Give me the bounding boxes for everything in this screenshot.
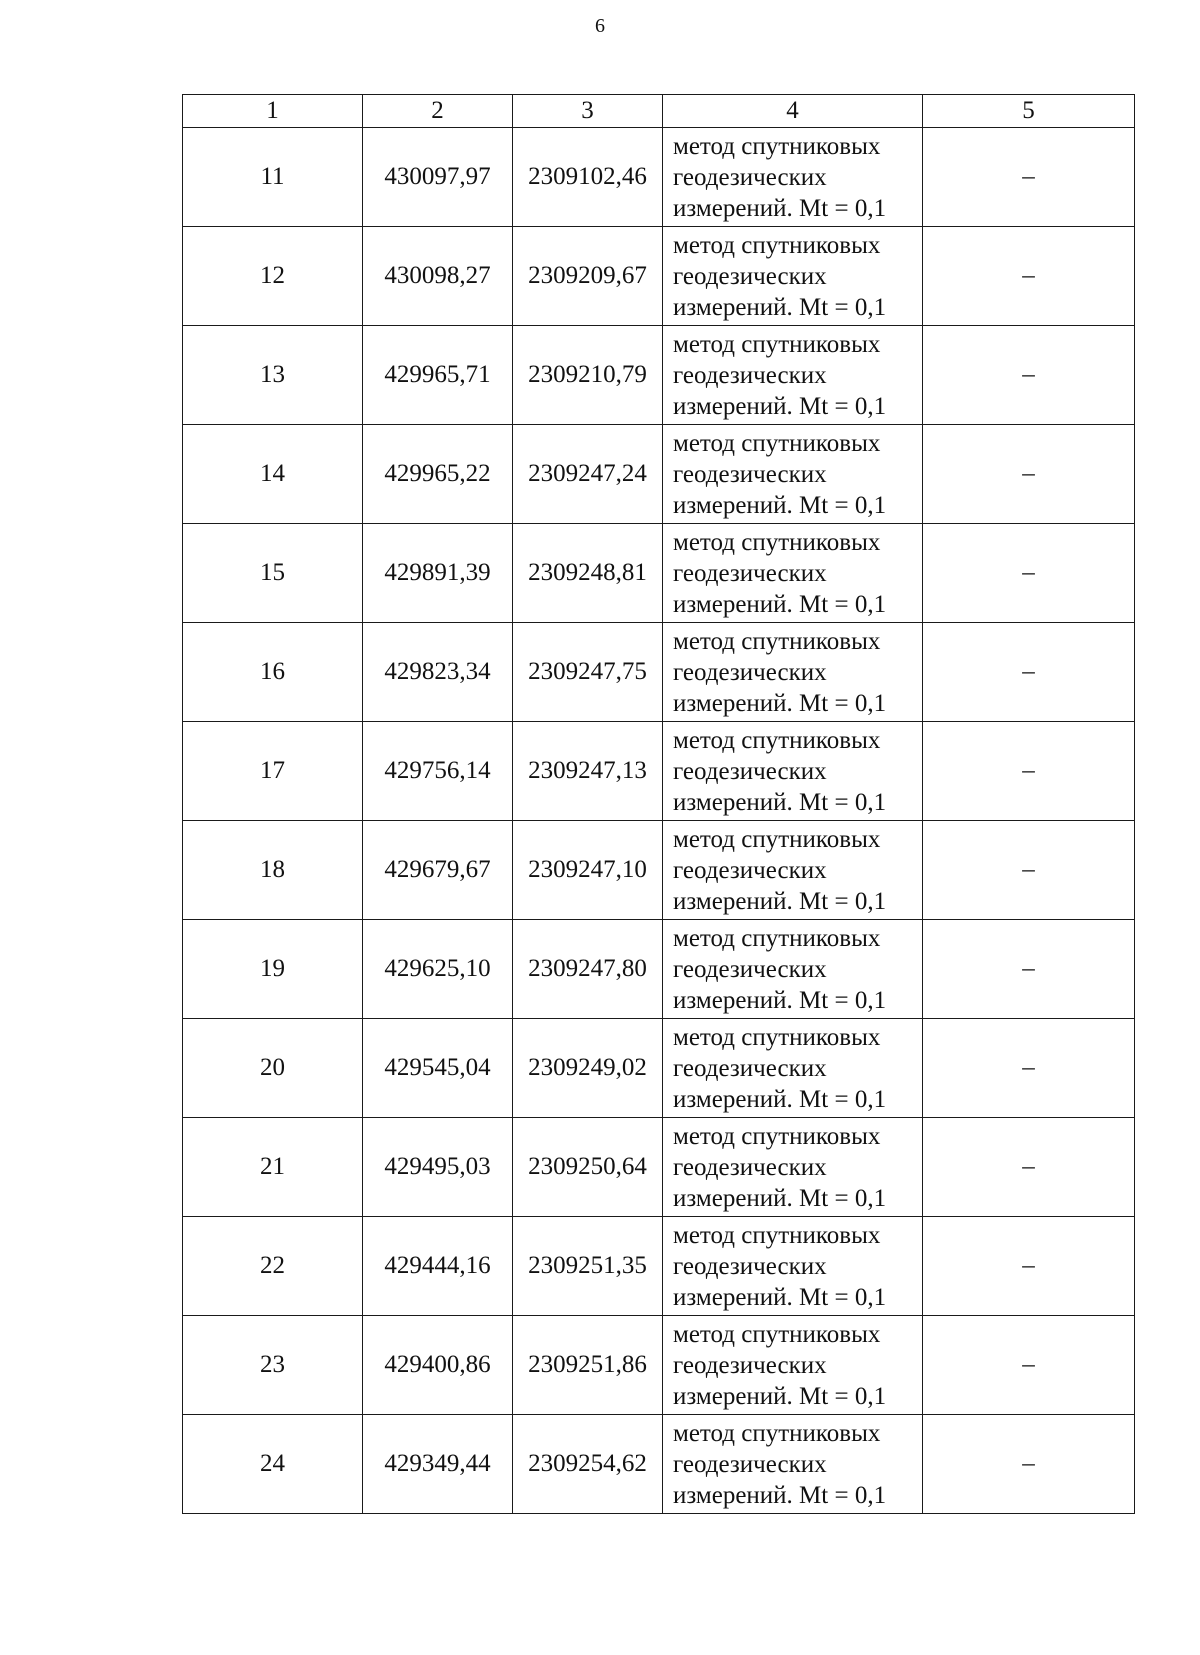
method-line: метод спутниковых xyxy=(673,132,881,160)
note: – xyxy=(923,821,1135,920)
point-number: 16 xyxy=(183,623,363,722)
point-number: 23 xyxy=(183,1316,363,1415)
point-number: 13 xyxy=(183,326,363,425)
method-description xyxy=(663,1118,923,1217)
method-line: измерений. Mt = 0,1 xyxy=(673,788,887,816)
table-row xyxy=(183,1316,1135,1415)
method-line: метод спутниковых xyxy=(673,528,881,556)
coordinate-y: 2309251,86 xyxy=(513,1316,663,1415)
page-number: 6 xyxy=(595,15,605,37)
method-line: измерений. Mt = 0,1 xyxy=(673,1085,887,1113)
note: – xyxy=(923,1118,1135,1217)
table-row xyxy=(183,623,1135,722)
method-line: метод спутниковых xyxy=(673,1122,881,1150)
method-line: измерений. Mt = 0,1 xyxy=(673,491,887,519)
coordinate-x: 429891,39 xyxy=(363,524,513,623)
method-line: геодезических xyxy=(673,1252,827,1280)
method-description xyxy=(663,227,923,326)
coordinate-x: 429965,71 xyxy=(363,326,513,425)
method-description xyxy=(663,524,923,623)
point-number: 19 xyxy=(183,920,363,1019)
method-description xyxy=(663,821,923,920)
point-number: 24 xyxy=(183,1415,363,1514)
method-line: метод спутниковых xyxy=(673,1419,881,1447)
coordinate-y: 2309250,64 xyxy=(513,1118,663,1217)
table-row xyxy=(183,128,1135,227)
note: – xyxy=(923,1316,1135,1415)
method-description xyxy=(663,425,923,524)
column-header: 4 xyxy=(663,95,923,128)
method-description xyxy=(663,1217,923,1316)
table-row xyxy=(183,1415,1135,1514)
method-line: метод спутниковых xyxy=(673,1221,881,1249)
method-line: измерений. Mt = 0,1 xyxy=(673,887,887,915)
method-line: геодезических xyxy=(673,856,827,884)
table-row xyxy=(183,227,1135,326)
method-line: геодезических xyxy=(673,658,827,686)
note: – xyxy=(923,722,1135,821)
method-line: геодезических xyxy=(673,460,827,488)
method-line: измерений. Mt = 0,1 xyxy=(673,194,887,222)
coordinate-x: 430098,27 xyxy=(363,227,513,326)
method-line: измерений. Mt = 0,1 xyxy=(673,1283,887,1311)
method-line: геодезических xyxy=(673,1450,827,1478)
table-row xyxy=(183,326,1135,425)
coordinate-y: 2309247,75 xyxy=(513,623,663,722)
table-row xyxy=(183,821,1135,920)
method-line: метод спутниковых xyxy=(673,627,881,655)
column-header: 5 xyxy=(923,95,1135,128)
note: – xyxy=(923,1415,1135,1514)
table-row xyxy=(183,524,1135,623)
method-line: измерений. Mt = 0,1 xyxy=(673,293,887,321)
point-number: 14 xyxy=(183,425,363,524)
point-number: 15 xyxy=(183,524,363,623)
method-line: метод спутниковых xyxy=(673,1320,881,1348)
method-description xyxy=(663,1415,923,1514)
method-line: измерений. Mt = 0,1 xyxy=(673,1481,887,1509)
note: – xyxy=(923,920,1135,1019)
note: – xyxy=(923,1019,1135,1118)
method-line: измерений. Mt = 0,1 xyxy=(673,689,887,717)
coordinate-y: 2309248,81 xyxy=(513,524,663,623)
column-header: 3 xyxy=(513,95,663,128)
method-line: измерений. Mt = 0,1 xyxy=(673,1382,887,1410)
point-number: 12 xyxy=(183,227,363,326)
method-line: метод спутниковых xyxy=(673,924,881,952)
table-row xyxy=(183,1217,1135,1316)
coordinate-x: 429679,67 xyxy=(363,821,513,920)
coordinate-x: 429756,14 xyxy=(363,722,513,821)
method-line: геодезических xyxy=(673,1153,827,1181)
coordinate-y: 2309209,67 xyxy=(513,227,663,326)
point-number: 20 xyxy=(183,1019,363,1118)
coordinates-table xyxy=(182,94,1135,1514)
coordinate-x: 429349,44 xyxy=(363,1415,513,1514)
method-description xyxy=(663,128,923,227)
method-line: метод спутниковых xyxy=(673,231,881,259)
method-line: геодезических xyxy=(673,163,827,191)
coordinate-y: 2309254,62 xyxy=(513,1415,663,1514)
coordinate-y: 2309247,10 xyxy=(513,821,663,920)
method-line: метод спутниковых xyxy=(673,330,881,358)
method-line: геодезических xyxy=(673,1351,827,1379)
table-row xyxy=(183,920,1135,1019)
method-line: метод спутниковых xyxy=(673,726,881,754)
method-line: измерений. Mt = 0,1 xyxy=(673,392,887,420)
point-number: 17 xyxy=(183,722,363,821)
note: – xyxy=(923,1217,1135,1316)
method-line: геодезических xyxy=(673,955,827,983)
method-description xyxy=(663,623,923,722)
coordinate-x: 429495,03 xyxy=(363,1118,513,1217)
method-description xyxy=(663,1019,923,1118)
note: – xyxy=(923,128,1135,227)
coordinate-y: 2309249,02 xyxy=(513,1019,663,1118)
table-row xyxy=(183,1118,1135,1217)
point-number: 21 xyxy=(183,1118,363,1217)
method-line: геодезических xyxy=(673,361,827,389)
note: – xyxy=(923,425,1135,524)
table-row xyxy=(183,1019,1135,1118)
point-number: 18 xyxy=(183,821,363,920)
method-line: измерений. Mt = 0,1 xyxy=(673,1184,887,1212)
coordinate-y: 2309247,13 xyxy=(513,722,663,821)
coordinate-x: 429625,10 xyxy=(363,920,513,1019)
coordinate-x: 429823,34 xyxy=(363,623,513,722)
method-description xyxy=(663,722,923,821)
method-description xyxy=(663,920,923,1019)
coordinate-x: 430097,97 xyxy=(363,128,513,227)
method-line: метод спутниковых xyxy=(673,1023,881,1051)
method-description xyxy=(663,1316,923,1415)
method-line: геодезических xyxy=(673,1054,827,1082)
method-line: метод спутниковых xyxy=(673,825,881,853)
note: – xyxy=(923,326,1135,425)
note: – xyxy=(923,623,1135,722)
method-description xyxy=(663,326,923,425)
method-line: метод спутниковых xyxy=(673,429,881,457)
coordinate-y: 2309210,79 xyxy=(513,326,663,425)
column-header: 2 xyxy=(363,95,513,128)
coordinate-x: 429444,16 xyxy=(363,1217,513,1316)
method-line: геодезических xyxy=(673,757,827,785)
point-number: 22 xyxy=(183,1217,363,1316)
method-line: измерений. Mt = 0,1 xyxy=(673,986,887,1014)
note: – xyxy=(923,524,1135,623)
coordinate-x: 429545,04 xyxy=(363,1019,513,1118)
table-row xyxy=(183,722,1135,821)
coordinate-x: 429965,22 xyxy=(363,425,513,524)
coordinate-x: 429400,86 xyxy=(363,1316,513,1415)
table-body xyxy=(183,128,1135,1514)
coordinate-y: 2309247,24 xyxy=(513,425,663,524)
note: – xyxy=(923,227,1135,326)
method-line: геодезических xyxy=(673,262,827,290)
point-number: 11 xyxy=(183,128,363,227)
table-row xyxy=(183,425,1135,524)
coordinate-y: 2309247,80 xyxy=(513,920,663,1019)
method-line: геодезических xyxy=(673,559,827,587)
column-header: 1 xyxy=(183,95,363,128)
coordinate-y: 2309251,35 xyxy=(513,1217,663,1316)
method-line: измерений. Mt = 0,1 xyxy=(673,590,887,618)
header-row xyxy=(183,95,1135,128)
coordinate-y: 2309102,46 xyxy=(513,128,663,227)
